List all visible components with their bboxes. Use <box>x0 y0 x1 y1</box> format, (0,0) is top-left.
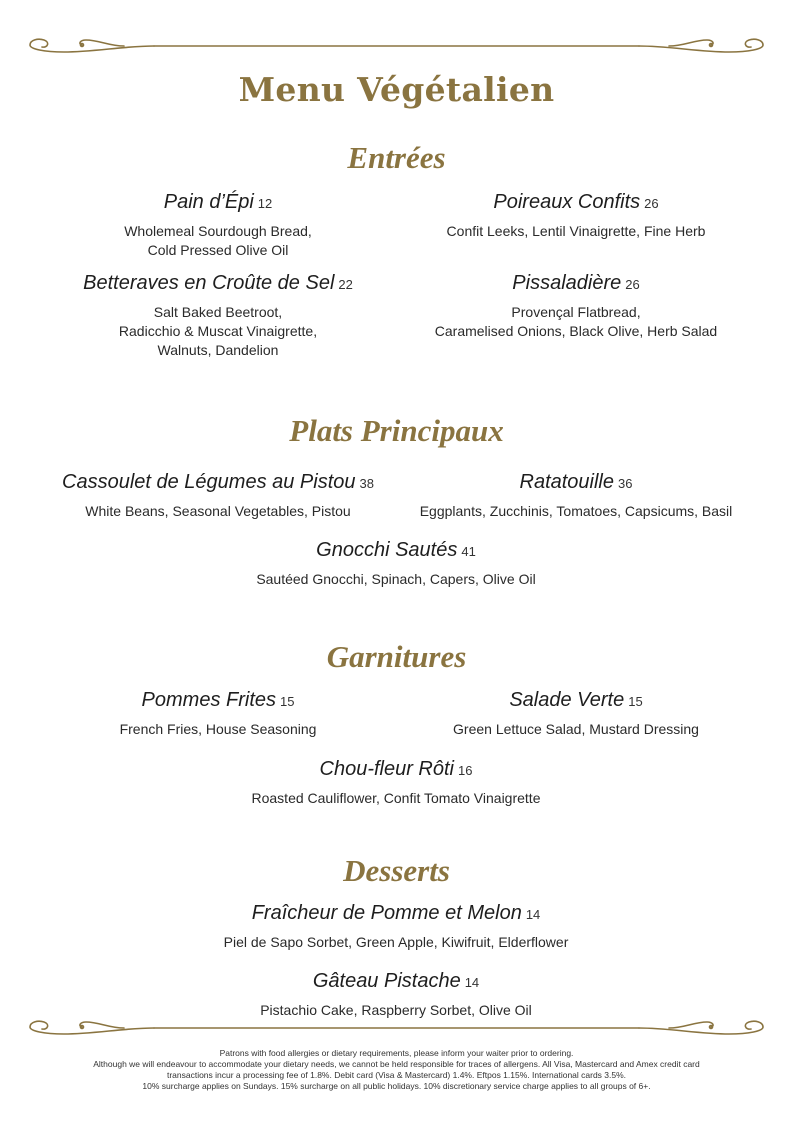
item-name-line <box>96 757 696 783</box>
item-description: Eggplants, Zucchinis, Tomatoes, Capsicums, Basil <box>419 503 733 519</box>
item-name: Gnocchi Sautés <box>316 539 458 561</box>
item-price: 26 <box>625 277 640 292</box>
item-description: Salt Baked Beetroot, Radicchio & Muscat Vinaigrette, Walnuts, Dandelion <box>118 304 318 358</box>
item-name-line <box>96 538 696 564</box>
menu-item <box>96 901 696 952</box>
item-description: White Beans, Seasonal Vegetables, Pistou <box>85 503 351 519</box>
item-description: Provençal Flatbread, Caramelised Onions, Black Olive, Herb Salad <box>434 304 718 339</box>
item-name: Fraîcheur de Pomme et Melon <box>251 902 522 924</box>
menu-item <box>18 688 418 739</box>
item-description: Roasted Cauliflower, Confit Tomato Vinaigrette <box>251 790 541 806</box>
item-name: Chou-fleur Rôti <box>319 758 455 780</box>
menu-item <box>96 969 696 1020</box>
item-name-line <box>18 271 418 297</box>
item-name: Pommes Frites <box>141 689 276 711</box>
item-price: 38 <box>359 476 374 491</box>
item-price: 12 <box>257 196 273 211</box>
item-name-line <box>376 688 776 714</box>
item-name-line <box>18 190 418 216</box>
item-name: Gâteau Pistache <box>312 970 461 992</box>
footer-line: Although we will endeavour to accommodate your dietary needs, we cannot be held responsible for traces of allergens. All Visa, Mastercard and Amex credit card <box>93 1059 700 1069</box>
section-title-entrees: Entrées <box>347 140 446 175</box>
item-name: Pain d’Épi <box>163 191 254 213</box>
menu-title: Menu Végétalien <box>238 70 555 109</box>
menu-item <box>96 538 696 589</box>
item-name: Ratatouille <box>519 471 615 493</box>
item-description: Confit Leeks, Lentil Vinaigrette, Fine Herb <box>446 223 706 239</box>
footer-line: 10% surcharge applies on Sundays. 15% surcharge on all public holidays. 10% discretionary service charge applies to all groups of 6+. <box>142 1081 651 1091</box>
item-name-line <box>18 470 418 496</box>
item-name-line <box>376 470 776 496</box>
item-description: Wholemeal Sourdough Bread, Cold Pressed Olive Oil <box>124 223 312 258</box>
item-name-line <box>376 271 776 297</box>
allergen-surcharge-notice <box>40 1048 753 1092</box>
section-title-garnitures: Garnitures <box>326 639 467 674</box>
item-name: Poireaux Confits <box>493 191 641 213</box>
item-name-line <box>376 190 776 216</box>
item-price: 14 <box>525 907 541 922</box>
bottom-flourish-divider-icon <box>24 1018 769 1038</box>
footer-line: Patrons with food allergies or dietary requirements, please inform your waiter prior to ordering. <box>219 1048 574 1058</box>
item-description: French Fries, House Seasoning <box>119 721 317 737</box>
item-price: 15 <box>280 694 295 709</box>
item-name: Betteraves en Croûte de Sel <box>83 272 335 294</box>
section-title-desserts: Desserts <box>343 853 450 888</box>
item-description: Pistachio Cake, Raspberry Sorbet, Olive Oil <box>260 1002 532 1018</box>
menu-item <box>376 470 776 521</box>
item-name-line <box>96 901 696 927</box>
item-price: 16 <box>458 763 473 778</box>
menu-item <box>376 190 776 241</box>
item-price: 22 <box>338 277 353 292</box>
menu-item <box>18 190 418 260</box>
section-title-plats-principaux: Plats Principaux <box>289 413 504 448</box>
menu-item <box>376 688 776 739</box>
menu-item <box>18 271 418 360</box>
menu-item <box>96 757 696 808</box>
item-name-line <box>18 688 418 714</box>
item-name: Salade Verte <box>509 689 625 711</box>
item-description: Green Lettuce Salad, Mustard Dressing <box>453 721 699 737</box>
footer-line: transactions incur a processing fee of 1.8%. Debit card (Visa & Mastercard) 1.4%. Eftpos 1.15%. International cards 3.5%. <box>166 1070 627 1080</box>
menu-item <box>18 470 418 521</box>
item-name: Pissaladière <box>512 272 622 294</box>
top-flourish-divider-icon <box>24 36 769 56</box>
item-price: 41 <box>461 544 476 559</box>
menu-item <box>376 271 776 341</box>
item-price: 26 <box>644 196 659 211</box>
item-description: Sautéed Gnocchi, Spinach, Capers, Olive Oil <box>256 571 536 587</box>
item-name: Cassoulet de Légumes au Pistou <box>62 471 356 493</box>
item-name-line <box>96 969 696 995</box>
item-price: 14 <box>464 975 480 990</box>
item-price: 15 <box>628 694 643 709</box>
item-price: 36 <box>618 476 633 491</box>
item-description: Piel de Sapo Sorbet, Green Apple, Kiwifruit, Elderflower <box>223 934 569 950</box>
